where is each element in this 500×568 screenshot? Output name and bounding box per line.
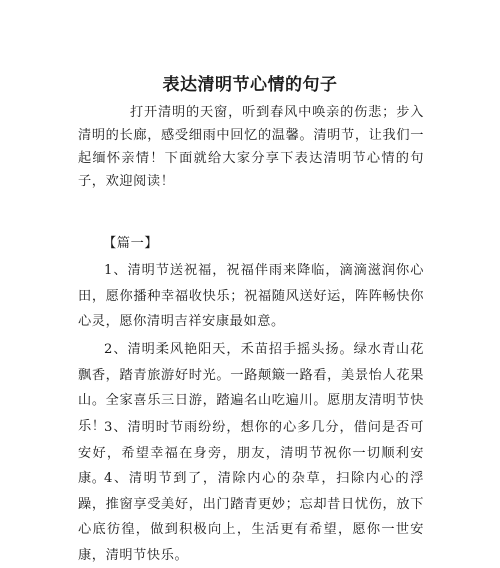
list-item: 2、清明柔风艳阳天，禾苗招手摇头扬。绿水青山花飘香，踏青旅游好时光。一路颠簸一路看，美景怡人花果山。全家喜乐三日游，踏遍名山吃遍川。愿朋友清明节快乐！ [78, 342, 424, 434]
section-heading: 【篇一】 [103, 236, 159, 251]
list-item: 3、清明时节雨纷纷，想你的心多几分，借问是否可安好，希望幸福在身旁，朋友，清明节祝你一切顺利安康。 [78, 420, 424, 486]
page-title: 表达清明节心情的句子 [162, 75, 338, 96]
list-item: 1、清明节送祝福，祝福伴雨来降临，滴滴滋润你心田，愿你播种幸福收快乐；祝福随风送好运，阵阵畅快你心灵，愿你清明吉祥安康最如意。 [78, 263, 424, 329]
intro-paragraph: 打开清明的天窗，听到春风中唤亲的伤悲；步入清明的长廊，感受细雨中回忆的温馨。清明节，让我们一起缅怀亲情！下面就给大家分享下表达清明节心情的句子，欢迎阅读！ [78, 105, 424, 189]
list-item: 4、清明节到了，清除内心的杂草，扫除内心的浮躁，推窗享受美好，出门踏青更妙；忘却昔日忧伤，放下心底彷徨，做到积极向上，生活更有希望，愿你一世安康，清明节快乐。 [78, 471, 424, 563]
